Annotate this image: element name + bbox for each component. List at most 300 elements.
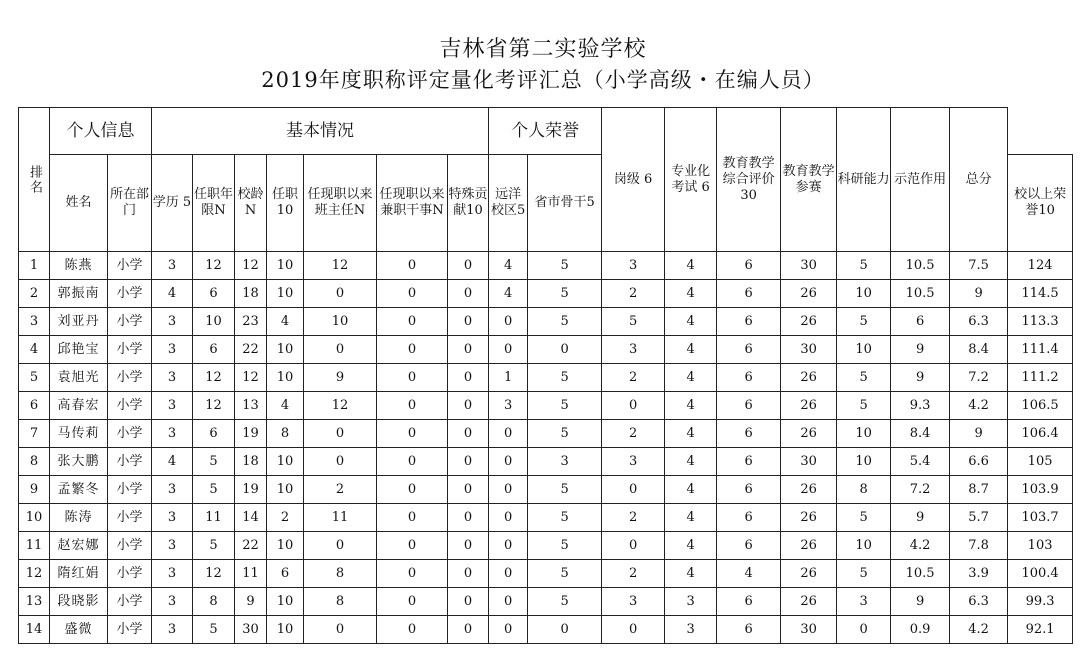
table-row [19,504,1073,532]
cell-total: 111.4 [1008,336,1073,364]
cell-cadre: 0 [377,448,448,476]
cell-name: 陈涛 [50,504,108,532]
cell-dept: 小学 [108,448,152,476]
cell-model: 7.8 [950,532,1008,560]
cell-edu: 3 [152,532,193,560]
cell-model: 6.6 [950,448,1008,476]
cell-special: 0 [448,336,489,364]
cell-eval: 26 [781,420,837,448]
cell-head: 0 [304,532,377,560]
cell-dept: 小学 [108,532,152,560]
cell-special: 0 [448,252,489,280]
cell-post: 10 [267,532,304,560]
cell-special: 0 [448,616,489,644]
cell-pro: 6 [717,280,781,308]
cell-post: 10 [267,476,304,504]
cell-age: 18 [235,448,267,476]
cell-age: 14 [235,504,267,532]
header-special-contribution: 特殊贡献10 [448,155,489,252]
cell-remote: 0 [489,336,528,364]
cell-backbone: 5 [528,588,602,616]
cell-model: 8.4 [950,336,1008,364]
cell-head: 8 [304,560,377,588]
header-basic-info: 基本情况 [152,108,489,155]
cell-name: 陈燕 [50,252,108,280]
cell-post: 2 [267,504,304,532]
header-personal-honor: 个人荣誉 [489,108,602,155]
cell-special: 0 [448,392,489,420]
cell-age: 18 [235,280,267,308]
cell-head: 0 [304,280,377,308]
cell-dept: 小学 [108,364,152,392]
cell-edu: 3 [152,588,193,616]
cell-cadre: 0 [377,560,448,588]
cell-grade: 3 [665,616,717,644]
cell-rank: 5 [19,364,50,392]
cell-eval: 26 [781,532,837,560]
cell-post: 4 [267,308,304,336]
cell-rank: 6 [19,392,50,420]
header-school-honor: 校以上荣誉10 [1008,155,1073,252]
cell-contest: 10 [837,532,891,560]
cell-research: 9 [891,364,950,392]
cell-rank: 13 [19,588,50,616]
cell-years: 6 [193,336,235,364]
table-row [19,252,1073,280]
cell-backbone: 5 [528,308,602,336]
cell-backbone: 0 [528,336,602,364]
cell-years: 5 [193,448,235,476]
cell-total: 105 [1008,448,1073,476]
cell-special: 0 [448,532,489,560]
cell-rank: 14 [19,616,50,644]
cell-backbone: 5 [528,392,602,420]
cell-head: 0 [304,420,377,448]
cell-cadre: 0 [377,504,448,532]
cell-years: 5 [193,476,235,504]
cell-pro: 6 [717,392,781,420]
cell-age: 12 [235,252,267,280]
cell-grade: 4 [665,308,717,336]
cell-model: 6.3 [950,308,1008,336]
cell-eval: 26 [781,476,837,504]
header-teaching-contest: 教育教学参赛 [781,108,837,252]
cell-research: 10.5 [891,280,950,308]
cell-eval: 30 [781,336,837,364]
cell-eval: 26 [781,308,837,336]
cell-backbone: 5 [528,532,602,560]
cell-model: 9 [950,280,1008,308]
cell-head: 10 [304,308,377,336]
cell-name: 张大鹏 [50,448,108,476]
cell-research: 9 [891,336,950,364]
cell-age: 22 [235,336,267,364]
header-backbone: 省市骨干5 [528,155,602,252]
cell-edu: 3 [152,504,193,532]
cell-edu: 3 [152,616,193,644]
cell-pro: 6 [717,420,781,448]
cell-cadre: 0 [377,476,448,504]
header-school-age: 校龄N [235,155,267,252]
cell-edu: 3 [152,252,193,280]
table-row [19,476,1073,504]
cell-head: 0 [304,616,377,644]
cell-grade: 4 [665,448,717,476]
cell-honor: 3 [602,252,665,280]
cell-name: 段晓影 [50,588,108,616]
header-years: 任职年限N [193,155,235,252]
cell-research: 0.9 [891,616,950,644]
cell-total: 103 [1008,532,1073,560]
cell-dept: 小学 [108,420,152,448]
header-cadre: 任现职以来兼职干事N [377,155,448,252]
table-row [19,392,1073,420]
cell-eval: 26 [781,560,837,588]
cell-pro: 6 [717,364,781,392]
cell-honor: 0 [602,476,665,504]
cell-head: 12 [304,392,377,420]
cell-years: 11 [193,504,235,532]
cell-research: 10.5 [891,560,950,588]
header-post-grade: 岗级 6 [602,108,665,252]
cell-age: 12 [235,364,267,392]
cell-research: 9.3 [891,392,950,420]
header-education: 学历 5 [152,155,193,252]
cell-backbone: 5 [528,560,602,588]
cell-years: 10 [193,308,235,336]
cell-special: 0 [448,420,489,448]
cell-remote: 0 [489,532,528,560]
cell-head: 0 [304,336,377,364]
header-department: 所在部门 [108,155,152,252]
cell-eval: 26 [781,364,837,392]
cell-honor: 2 [602,560,665,588]
cell-backbone: 5 [528,252,602,280]
cell-rank: 7 [19,420,50,448]
cell-special: 0 [448,504,489,532]
table-row [19,616,1073,644]
cell-age: 30 [235,616,267,644]
cell-contest: 0 [837,616,891,644]
cell-eval: 26 [781,392,837,420]
cell-pro: 6 [717,588,781,616]
cell-remote: 0 [489,616,528,644]
cell-years: 6 [193,280,235,308]
cell-grade: 4 [665,476,717,504]
cell-model: 4.2 [950,392,1008,420]
cell-rank: 4 [19,336,50,364]
cell-name: 盛微 [50,616,108,644]
cell-dept: 小学 [108,616,152,644]
page-subtitle: 2019年度职称评定量化考评汇总（小学高级・在编人员） [261,68,825,92]
cell-cadre: 0 [377,280,448,308]
cell-rank: 10 [19,504,50,532]
cell-cadre: 0 [377,336,448,364]
cell-cadre: 0 [377,252,448,280]
cell-grade: 4 [665,280,717,308]
header-model-role: 示范作用 [891,108,950,252]
cell-post: 8 [267,420,304,448]
cell-honor: 2 [602,504,665,532]
cell-research: 7.2 [891,476,950,504]
cell-eval: 26 [781,504,837,532]
cell-remote: 0 [489,448,528,476]
cell-special: 0 [448,560,489,588]
cell-special: 0 [448,280,489,308]
cell-head: 12 [304,252,377,280]
header-rank: 排名 [19,108,50,252]
table-row [19,588,1073,616]
cell-remote: 0 [489,560,528,588]
cell-pro: 6 [717,308,781,336]
table-row [19,560,1073,588]
cell-edu: 3 [152,364,193,392]
cell-contest: 5 [837,364,891,392]
table-row [19,280,1073,308]
cell-contest: 5 [837,308,891,336]
cell-name: 孟繁冬 [50,476,108,504]
cell-grade: 4 [665,252,717,280]
cell-backbone: 5 [528,420,602,448]
table-row [19,308,1073,336]
cell-edu: 4 [152,280,193,308]
cell-dept: 小学 [108,588,152,616]
cell-honor: 3 [602,336,665,364]
header-post: 任职10 [267,155,304,252]
cell-cadre: 0 [377,364,448,392]
cell-edu: 3 [152,560,193,588]
cell-cadre: 0 [377,308,448,336]
cell-grade: 4 [665,504,717,532]
cell-rank: 11 [19,532,50,560]
cell-remote: 0 [489,476,528,504]
cell-honor: 0 [602,392,665,420]
cell-honor: 2 [602,280,665,308]
table-row [19,420,1073,448]
cell-dept: 小学 [108,476,152,504]
table-row [19,336,1073,364]
cell-research: 4.2 [891,532,950,560]
cell-contest: 5 [837,392,891,420]
cell-years: 5 [193,532,235,560]
cell-remote: 0 [489,588,528,616]
cell-head: 2 [304,476,377,504]
cell-honor: 3 [602,588,665,616]
cell-honor: 0 [602,616,665,644]
cell-pro: 6 [717,616,781,644]
cell-remote: 1 [489,364,528,392]
cell-dept: 小学 [108,504,152,532]
table-row [19,364,1073,392]
cell-contest: 8 [837,476,891,504]
cell-backbone: 5 [528,504,602,532]
cell-dept: 小学 [108,336,152,364]
cell-total: 100.4 [1008,560,1073,588]
cell-pro: 6 [717,504,781,532]
cell-cadre: 0 [377,420,448,448]
cell-years: 5 [193,616,235,644]
cell-head: 11 [304,504,377,532]
cell-age: 19 [235,420,267,448]
cell-model: 3.9 [950,560,1008,588]
cell-pro: 6 [717,476,781,504]
cell-edu: 4 [152,448,193,476]
cell-special: 0 [448,588,489,616]
cell-remote: 0 [489,308,528,336]
header-personal-info: 个人信息 [50,108,152,155]
cell-eval: 26 [781,280,837,308]
cell-rank: 9 [19,476,50,504]
cell-age: 19 [235,476,267,504]
cell-grade: 4 [665,364,717,392]
cell-eval: 30 [781,616,837,644]
cell-cadre: 0 [377,392,448,420]
cell-remote: 4 [489,280,528,308]
cell-research: 10.5 [891,252,950,280]
cell-cadre: 0 [377,532,448,560]
cell-rank: 1 [19,252,50,280]
cell-honor: 2 [602,364,665,392]
cell-eval: 30 [781,252,837,280]
cell-remote: 0 [489,420,528,448]
cell-remote: 0 [489,504,528,532]
cell-special: 0 [448,448,489,476]
page-title: 吉林省第二实验学校 [439,37,647,62]
cell-rank: 2 [19,280,50,308]
cell-edu: 3 [152,476,193,504]
cell-rank: 8 [19,448,50,476]
cell-name: 隋红娟 [50,560,108,588]
cell-cadre: 0 [377,616,448,644]
cell-backbone: 5 [528,280,602,308]
cell-eval: 26 [781,588,837,616]
header-remote-campus: 远洋校区5 [489,155,528,252]
cell-grade: 4 [665,532,717,560]
cell-name: 马传莉 [50,420,108,448]
cell-special: 0 [448,308,489,336]
cell-model: 4.2 [950,616,1008,644]
header-total: 总分 [950,108,1008,252]
header-teaching-eval: 教育教学综合评价 30 [717,108,781,252]
cell-name: 郭振南 [50,280,108,308]
cell-name: 袁旭光 [50,364,108,392]
cell-dept: 小学 [108,252,152,280]
cell-total: 114.5 [1008,280,1073,308]
cell-years: 12 [193,392,235,420]
cell-research: 8.4 [891,420,950,448]
cell-research: 6 [891,308,950,336]
cell-cadre: 0 [377,588,448,616]
cell-model: 5.7 [950,504,1008,532]
cell-total: 113.3 [1008,308,1073,336]
cell-edu: 3 [152,420,193,448]
cell-total: 92.1 [1008,616,1073,644]
cell-head: 9 [304,364,377,392]
cell-pro: 4 [717,560,781,588]
cell-total: 106.4 [1008,420,1073,448]
cell-grade: 3 [665,588,717,616]
cell-grade: 4 [665,336,717,364]
header-name: 姓名 [50,155,108,252]
cell-remote: 4 [489,252,528,280]
cell-name: 高春宏 [50,392,108,420]
cell-model: 6.3 [950,588,1008,616]
cell-age: 13 [235,392,267,420]
cell-backbone: 3 [528,448,602,476]
cell-post: 4 [267,392,304,420]
cell-grade: 4 [665,420,717,448]
cell-dept: 小学 [108,280,152,308]
cell-rank: 12 [19,560,50,588]
cell-pro: 6 [717,336,781,364]
cell-total: 99.3 [1008,588,1073,616]
cell-post: 10 [267,252,304,280]
cell-post: 10 [267,336,304,364]
cell-research: 9 [891,588,950,616]
cell-contest: 5 [837,560,891,588]
table-row [19,532,1073,560]
cell-contest: 10 [837,336,891,364]
table-row [19,448,1073,476]
cell-name: 赵宏娜 [50,532,108,560]
cell-name: 邱艳宝 [50,336,108,364]
cell-total: 103.7 [1008,504,1073,532]
cell-head: 8 [304,588,377,616]
cell-post: 10 [267,364,304,392]
cell-age: 23 [235,308,267,336]
header-professional-exam: 专业化考试 6 [665,108,717,252]
cell-post: 10 [267,280,304,308]
cell-age: 11 [235,560,267,588]
cell-post: 10 [267,616,304,644]
cell-backbone: 5 [528,364,602,392]
cell-post: 10 [267,448,304,476]
cell-contest: 5 [837,504,891,532]
cell-post: 10 [267,588,304,616]
header-head-teacher: 任现职以来班主任N [304,155,377,252]
cell-model: 7.5 [950,252,1008,280]
cell-post: 6 [267,560,304,588]
cell-contest: 10 [837,280,891,308]
cell-total: 124 [1008,252,1073,280]
cell-years: 12 [193,560,235,588]
cell-eval: 30 [781,448,837,476]
cell-pro: 6 [717,448,781,476]
cell-model: 8.7 [950,476,1008,504]
cell-edu: 3 [152,392,193,420]
cell-dept: 小学 [108,560,152,588]
cell-remote: 3 [489,392,528,420]
cell-model: 7.2 [950,364,1008,392]
cell-age: 9 [235,588,267,616]
cell-head: 0 [304,448,377,476]
cell-grade: 4 [665,392,717,420]
cell-years: 12 [193,252,235,280]
cell-grade: 4 [665,560,717,588]
cell-pro: 6 [717,252,781,280]
score-table [18,107,1073,644]
cell-edu: 3 [152,336,193,364]
cell-special: 0 [448,364,489,392]
cell-honor: 2 [602,420,665,448]
cell-total: 103.9 [1008,476,1073,504]
cell-rank: 3 [19,308,50,336]
cell-backbone: 0 [528,616,602,644]
cell-contest: 5 [837,252,891,280]
cell-research: 5.4 [891,448,950,476]
cell-backbone: 5 [528,476,602,504]
cell-dept: 小学 [108,308,152,336]
